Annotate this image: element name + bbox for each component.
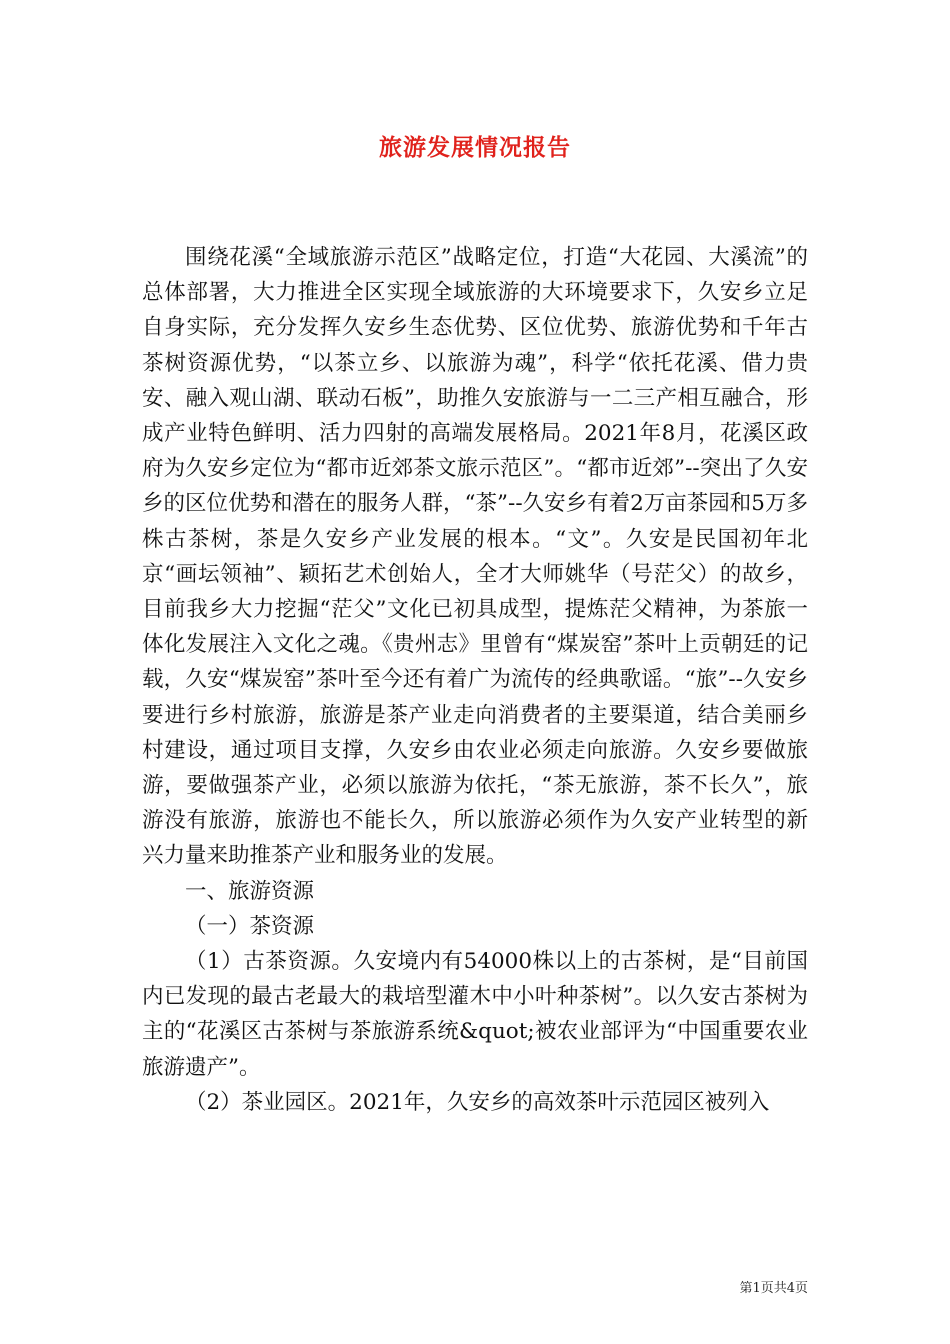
document-title: 旅游发展情况报告	[379, 134, 571, 161]
document-body	[142, 240, 808, 1120]
paragraph-ancient-tea: （1）古茶资源。久安境内有54000株以上的古茶树，是“目前国内已发现的最古老最大的栽培型灌木中小叶种茶树”。以久安古茶树为主的“花溪区古茶树与茶旅游系统&quot;被农业部评为“中国重要农业旅游遗产”。	[142, 949, 808, 1080]
paragraph-intro: 围绕花溪“全域旅游示范区”战略定位，打造“大花园、大溪流”的总体部署，大力推进全区实现全域旅游的大环境要求下，久安乡立足自身实际，充分发挥久安乡生态优势、区位优势、旅游优势和千年古茶树资源优势，“以茶立乡、以旅游为魂”，科学“依托花溪、借力贵安、融入观山湖、联动石板”，助推久安旅游与一二三产相互融合，形成产业特色鲜明、活力四射的高端发展格局。2021年8月，花溪区政府为久安乡定位为“都市近郊茶文旅示范区”。“都市近郊”--突出了久安乡的区位优势和潜在的服务人群，“茶”--久安乡有着2万亩茶园和5万多株古茶树，茶是久安乡产业发展的根本。“文”。久安是民国初年北京“画坛领袖”、颖拓艺术创始人，全才大师姚华（号茫父）的故乡，目前我乡大力挖掘“茫父”文化已初具成型，提炼茫父精神，为茶旅一体化发展注入文化之魂。《贵州志》里曾有“煤炭窑”茶叶上贡朝廷的记载，久安“煤炭窑”茶叶至今还有着广为流传的经典歌谣。“旅”--久安乡要进行乡村旅游，旅游是茶产业走向消费者的主要渠道，结合美丽乡村建设，通过项目支撑，久安乡由农业必须走向旅游。久安乡要做旅游，要做强茶产业，必须以旅游为依托，“茶无旅游，茶不长久”，旅游没有旅游，旅游也不能长久，所以旅游必须作为久安产业转型的新兴力量来助推茶产业和服务业的发展。	[142, 245, 808, 869]
page-number: 第1页共4页	[739, 1281, 808, 1296]
section-heading-tourism-resources: 一、旅游资源	[185, 878, 315, 904]
subsection-heading-tea-resources: （一）茶资源	[185, 913, 315, 939]
paragraph-tea-park: （2）茶业园区。2021年，久安乡的高效茶叶示范园区被列入	[185, 1089, 770, 1115]
